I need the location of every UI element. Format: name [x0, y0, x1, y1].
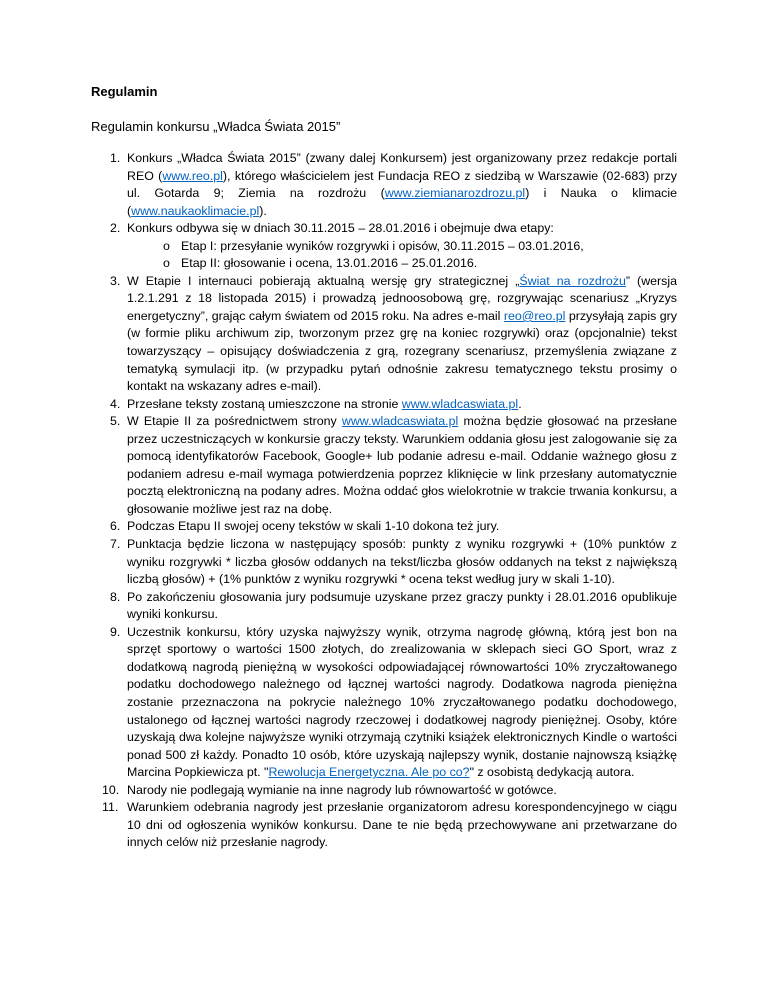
item-text: Warunkiem odebrania nagrody jest przesłanie organizatorom adresu korespondencyjnego w ciągu 10 dni od ogłoszenia wyników konkursu. Dane te nie będą przechowywane ani przetwarzane do innych celów niż przesłanie nagrody.: [127, 800, 677, 850]
email-link[interactable]: reo@reo.pl: [503, 308, 566, 323]
item-number: 2.: [110, 221, 121, 236]
item-number: 10.: [102, 782, 120, 797]
item-number: 11.: [102, 800, 119, 815]
sub-list: [127, 238, 677, 273]
sub-list-item: [127, 238, 677, 256]
reo-link[interactable]: www.reo.pl: [162, 168, 223, 183]
item-number: 7.: [110, 537, 121, 552]
list-item: [91, 536, 677, 589]
item-text: ) i Nauka o klimacie (: [127, 186, 677, 218]
item-text: Konkurs odbywa się w dniach 30.11.2015 – 28.01.2016 i obejmuje dwa etapy:: [127, 221, 554, 236]
item-text: Przesłane teksty zostaną umieszczone na stronie: [127, 396, 402, 411]
sub-item-text: Etap I: przesyłanie wyników rozgrywki i opisów, 30.11.2015 – 03.01.2016,: [181, 238, 584, 253]
item-number: 3.: [110, 273, 121, 288]
item-text: W Etapie II za pośrednictwem strony: [127, 414, 342, 429]
list-item: [91, 589, 677, 624]
bullet-icon: o: [163, 256, 170, 271]
wladcaswiata-link[interactable]: www.wladcaswiata.pl: [341, 414, 459, 429]
list-item: [91, 782, 677, 800]
item-number: 4.: [110, 396, 121, 411]
list-item: [91, 273, 677, 396]
book-link[interactable]: Rewolucja Energetyczna. Ale po co?: [268, 765, 470, 780]
naukaoklimacie-link[interactable]: www.naukaoklimacie.pl: [131, 203, 260, 218]
list-item: [91, 220, 677, 273]
item-number: 5.: [110, 414, 121, 429]
item-text: Podczas Etapu II swojej oceny tekstów w skali 1-10 dokona też jury.: [127, 519, 500, 534]
item-text: .: [518, 396, 522, 411]
item-text: ).: [259, 203, 267, 218]
item-text: Punktacja będzie liczona w następujący sposób: punkty z wyniku rozgrywki + (10% punktów z wyniku rozgrywki * liczba głosów oddanych na tekst/liczba głosów oddanych na tekst z największą liczbą głosów) + (1% punktów z wyniku rozgrywki * ocena tekst według jury w skali 1-10).: [127, 537, 677, 587]
item-text: Narody nie podlegają wymianie na inne nagrody lub równowartość w gotówce.: [127, 782, 557, 797]
item-number: 9.: [110, 624, 121, 639]
item-number: 6.: [110, 519, 121, 534]
list-item: [91, 624, 677, 782]
item-number: 1.: [110, 151, 121, 165]
item-text: Konkurs „Władca Świata 2015” (zwany dalej Konkursem) jest organizowany przez redakcje portali REO (: [127, 151, 677, 183]
document-title: Regulamin: [91, 84, 158, 99]
list-item: [91, 799, 677, 852]
swiat-na-rozdrozu-link[interactable]: Świat na rozdrożu: [519, 273, 626, 288]
item-text: przysyłają zapis gry (w formie pliku archiwum zip, tworzonym przez grę na koniec rozgrywki) oraz (opcjonalnie) tekst towarzyszący – opisujący doświadczenia z grą, rozegrany scenariusz, przemyślenia związane z tematyką symulacji itp. (w przypadku pytań odnośnie zakresu tematycznego tekstu prosimy o kontakt na wskazany adres e-mail).: [127, 308, 677, 394]
rules-list: [91, 150, 677, 852]
item-text: można będzie głosować na przesłane przez uczestniczących w konkursie graczy teksty. Warunkiem oddania głosu jest zalogowanie się za pomocą identyfikatorów Facebook, Google+ lub podanie adresu e-mail. Oddanie ważnego głosu z podaniem adresu e-mail wymaga potwierdzenia poprzez kliknięcie w link przesłany automatycznie pocztą elektroniczną na podany adres. Można oddać głos wielokrotnie w trakcie trwania konkursu, a głosowanie możliwe jest raz na dobę.: [127, 414, 677, 516]
item-text: ), którego właścicielem jest Fundacja REO z siedzibą w Warszawie (02-683) przy ul. Gotarda 9; Ziemia na rozdrożu (: [127, 168, 677, 201]
item-text: Uczestnik konkursu, który uzyska najwyższy wynik, otrzyma nagrodę główną, którą jest bon na sprzęt sportowy o wartości 1500 złotych, do zrealizowania w sklepach sieci GO Sport, wraz z dodatkową nagrodą pieniężną w wysokości odpowiadającej równowartości 10% zryczałtowanego podatku dochodowego należnego od łącznej wartości nagrody. Dodatkowa nagroda pieniężna zostanie przeznaczona na pokrycie należnego 10% zryczałtowanego podatku dochodowego, ustalonego od łącznej wartości nagrody rzeczowej i dodatkowej nagrody pieniężnej. Osoby, które uzyskają dwa kolejne najwyższe wyniki otrzymają czytniki książek elektronicznych Kindle o wartości ponad 500 zł każdy. Ponadto 10 osób, które uzyskają najlepszy wynik, dostanie najnowszą książkę Marcina Popkiewicza pt. ": [127, 624, 677, 780]
list-item: [91, 413, 677, 518]
sub-list-item: [127, 255, 677, 273]
item-text: Po zakończeniu głosowania jury podsumuje uzyskane przez graczy punkty i 28.01.2016 opublikuje wyniki konkursu.: [127, 589, 677, 622]
wladcaswiata-link[interactable]: www.wladcaswiata.pl: [401, 396, 519, 411]
list-item: [91, 518, 677, 536]
item-text: " z osobistą dedykacją autora.: [469, 765, 635, 780]
sub-item-text: Etap II: głosowanie i ocena, 13.01.2016 – 25.01.2016.: [181, 256, 478, 271]
item-text: W Etapie I internauci pobierają aktualną wersję gry strategicznej „: [127, 273, 520, 288]
item-number: 8.: [110, 589, 121, 604]
item-text: ” (wersja 1.2.1.291 z 18 listopada 2015) i prowadzą jednoosobową grę, rozgrywając scenariusz „Kryzys energetyczny”, grając całym światem od 2015 roku. Na adres e-mail: [127, 273, 677, 323]
list-item: [91, 396, 677, 414]
document-subtitle: Regulamin konkursu „Władca Świata 2015”: [91, 119, 341, 134]
ziemianarozdrozu-link[interactable]: www.ziemianarozdrozu.pl: [384, 186, 526, 201]
bullet-icon: o: [163, 238, 170, 253]
list-item: [91, 150, 677, 220]
